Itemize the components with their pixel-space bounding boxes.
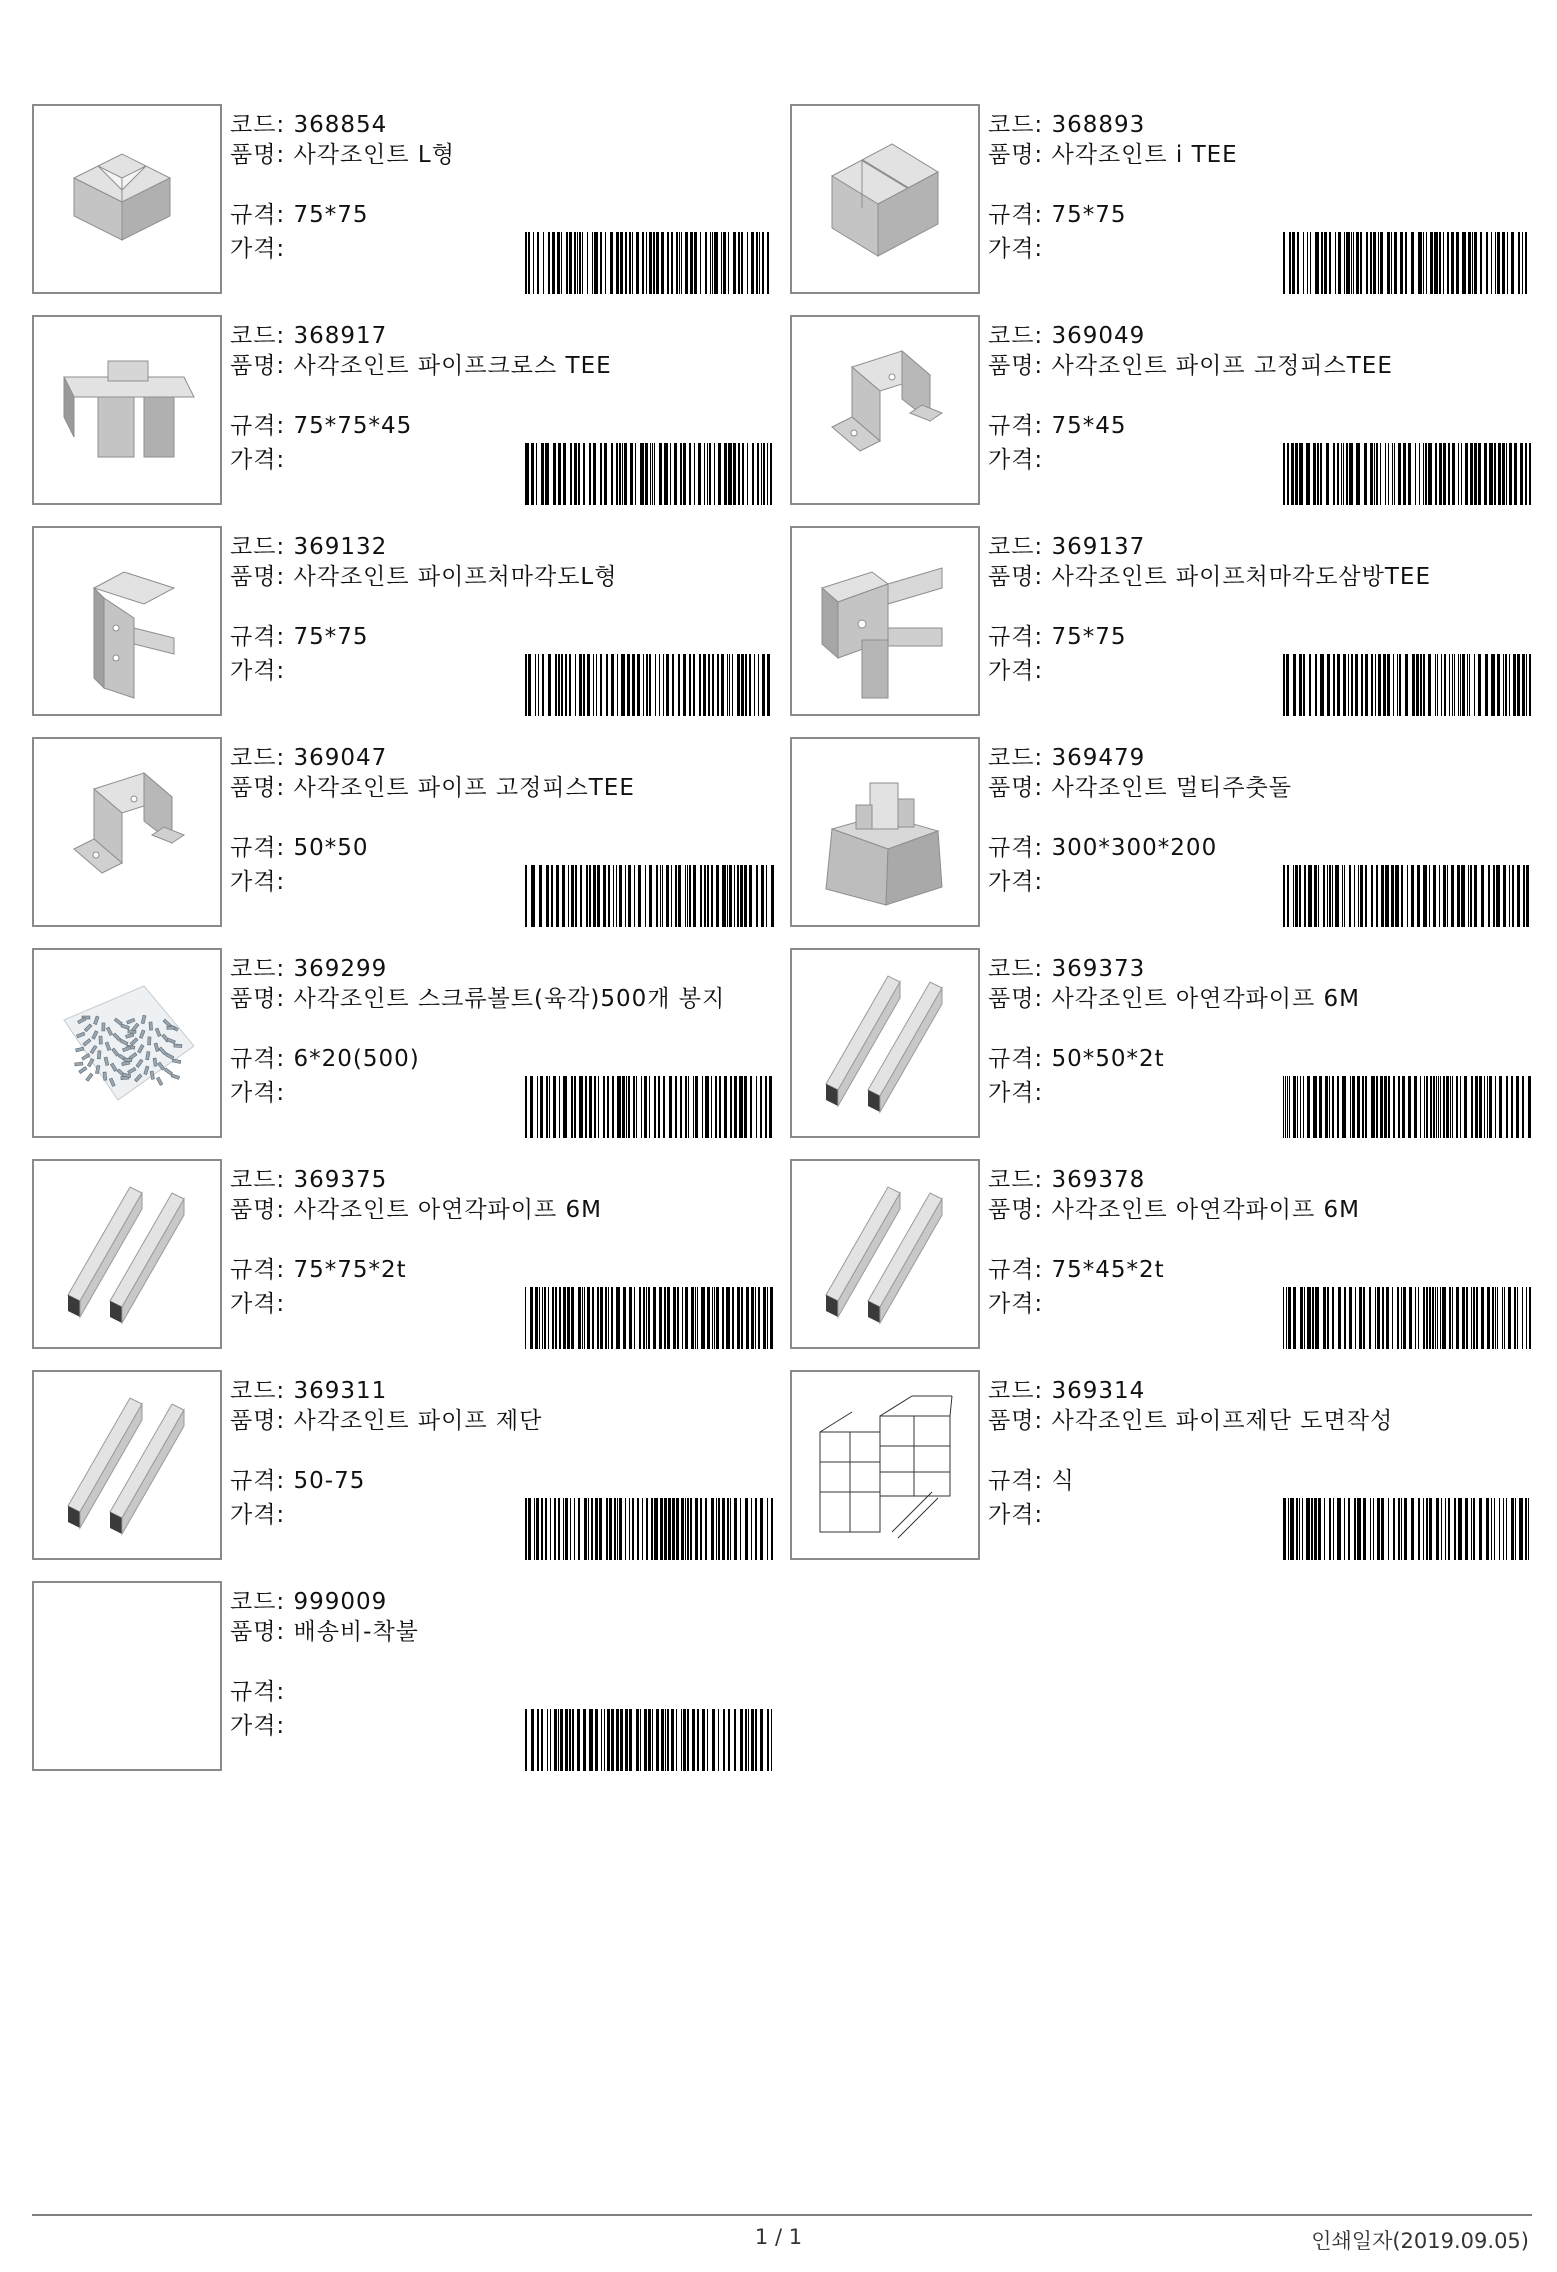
product-card-369314 [790, 1370, 1532, 1560]
barcode [525, 1287, 775, 1349]
barcode-graphic [1283, 654, 1533, 716]
spec-label: 규격: [230, 1046, 286, 1072]
product-card-369049 [790, 315, 1532, 505]
code-label: 코드: [988, 745, 1044, 771]
name-value: 사각조인트 멀티주춧돌 [1051, 775, 1292, 801]
product-card-369311 [32, 1370, 790, 1560]
name-row [230, 984, 755, 1014]
price-label: 가격: [988, 236, 1044, 262]
barcode [1283, 232, 1533, 294]
square-pipe-icon [792, 1161, 978, 1347]
name-row [988, 351, 1513, 381]
code-label: 코드: [988, 956, 1044, 982]
barcode-graphic [1283, 865, 1533, 927]
barcode [525, 654, 775, 716]
spec-row [230, 1466, 365, 1496]
product-image [32, 1159, 222, 1349]
spec-label: 규격: [230, 413, 286, 439]
name-value: 사각조인트 아연각파이프 6M [1051, 1197, 1360, 1223]
name-label: 품명: [988, 775, 1044, 801]
price-row [230, 867, 285, 897]
price-label: 가격: [230, 447, 286, 473]
code-label: 코드: [230, 112, 286, 138]
product-card-369479 [790, 737, 1532, 927]
barcode-graphic [525, 654, 775, 716]
barcode [1283, 1076, 1533, 1138]
code-value: 369299 [293, 956, 388, 982]
spec-value: 75*75 [293, 624, 369, 650]
price-label: 가격: [230, 236, 286, 262]
product-image [32, 526, 222, 716]
barcode-graphic [525, 1076, 775, 1138]
name-value: 사각조인트 L형 [293, 142, 455, 168]
barcode-graphic [1283, 443, 1533, 505]
product-card-368917 [32, 315, 790, 505]
code-label: 코드: [988, 323, 1044, 349]
name-row [988, 1195, 1513, 1225]
code-label: 코드: [230, 745, 286, 771]
code-row [988, 1376, 1145, 1406]
barcode-graphic [525, 443, 775, 505]
barcode [525, 1498, 775, 1560]
name-value: 사각조인트 파이프 제단 [293, 1408, 543, 1434]
spec-label: 규격: [230, 1257, 286, 1283]
barcode [525, 1709, 775, 1771]
spec-label: 규격: [988, 835, 1044, 861]
code-row [988, 743, 1145, 773]
code-value: 369314 [1051, 1378, 1146, 1404]
page-number: 1 / 1 [754, 2225, 803, 2249]
code-label: 코드: [988, 112, 1044, 138]
price-row [230, 1500, 285, 1530]
spec-row [988, 200, 1127, 230]
square-pipe-icon [792, 950, 978, 1136]
name-label: 품명: [230, 1408, 286, 1434]
code-label: 코드: [230, 1378, 286, 1404]
footer-divider [32, 2214, 1532, 2216]
spec-label: 규격: [988, 624, 1044, 650]
name-row [988, 140, 1513, 170]
name-label: 품명: [988, 353, 1044, 379]
price-row [230, 656, 285, 686]
spec-label: 규격: [988, 1468, 1044, 1494]
barcode-graphic [1283, 232, 1533, 294]
spec-value: 75*75 [293, 202, 369, 228]
spec-row [988, 833, 1217, 863]
price-row [988, 656, 1043, 686]
name-value: 사각조인트 파이프 고정피스TEE [1051, 353, 1393, 379]
code-row [230, 110, 387, 140]
spec-value: 75*45 [1051, 413, 1127, 439]
product-image [32, 1370, 222, 1560]
price-label: 가격: [230, 658, 286, 684]
code-value: 369132 [293, 534, 388, 560]
spec-value: 300*300*200 [1051, 835, 1218, 861]
product-card-369299 [32, 948, 790, 1138]
spec-label: 규격: [230, 1679, 286, 1705]
code-row [988, 532, 1145, 562]
barcode-graphic [525, 1498, 775, 1560]
name-row [230, 351, 755, 381]
product-card-369373 [790, 948, 1532, 1138]
spec-label: 규격: [988, 1257, 1044, 1283]
spec-row [988, 1466, 1075, 1496]
code-label: 코드: [230, 1167, 286, 1193]
barcode [1283, 443, 1533, 505]
name-label: 품명: [988, 564, 1044, 590]
name-row [988, 984, 1513, 1014]
barcode-graphic [525, 865, 775, 927]
spec-label: 규격: [988, 1046, 1044, 1072]
fixing-tee-icon [792, 317, 978, 503]
name-value: 배송비-착불 [293, 1619, 419, 1645]
code-row [230, 532, 387, 562]
name-value: 사각조인트 파이프처마각도L형 [293, 564, 618, 590]
spec-row [230, 622, 369, 652]
barcode-graphic [525, 1709, 775, 1771]
price-label: 가격: [988, 1291, 1044, 1317]
name-label: 품명: [230, 142, 286, 168]
code-label: 코드: [230, 956, 286, 982]
spec-value: 식 [1051, 1468, 1075, 1494]
barcode [1283, 654, 1533, 716]
product-image [790, 737, 980, 927]
product-card-999009 [32, 1581, 790, 1771]
code-label: 코드: [988, 1378, 1044, 1404]
spec-label: 규격: [230, 1468, 286, 1494]
price-label: 가격: [988, 447, 1044, 473]
product-card-369047 [32, 737, 790, 927]
price-row [230, 1078, 285, 1108]
barcode [525, 1076, 775, 1138]
price-row [230, 445, 285, 475]
code-row [230, 954, 387, 984]
spec-label: 규격: [230, 202, 286, 228]
name-value: 사각조인트 파이프 고정피스TEE [293, 775, 635, 801]
product-card-369137 [790, 526, 1532, 716]
eave-three-way-tee-icon [792, 528, 978, 714]
barcode [1283, 1287, 1533, 1349]
spec-value: 75*75 [1051, 624, 1127, 650]
name-row [230, 1617, 755, 1647]
foundation-stone-icon [792, 739, 978, 925]
square-pipe-icon [34, 1372, 220, 1558]
product-grid [32, 104, 1532, 1792]
price-row [988, 445, 1043, 475]
product-card-369378 [790, 1159, 1532, 1349]
eave-l-joint-icon [34, 528, 220, 714]
code-row [230, 743, 387, 773]
barcode-graphic [1283, 1076, 1533, 1138]
code-label: 코드: [988, 534, 1044, 560]
name-row [230, 1406, 755, 1436]
code-row [230, 1587, 387, 1617]
barcode [525, 232, 775, 294]
cross-tee-joint-icon [34, 317, 220, 503]
name-value: 사각조인트 파이프크로스 TEE [293, 353, 612, 379]
spec-row [230, 411, 412, 441]
product-image [32, 948, 222, 1138]
name-value: 사각조인트 스크류볼트(육각)500개 봉지 [293, 986, 726, 1012]
spec-value: 75*75*2t [293, 1257, 407, 1283]
price-label: 가격: [230, 869, 286, 895]
structure-drawing-icon [792, 1372, 978, 1558]
product-image [790, 948, 980, 1138]
product-card-368854 [32, 104, 790, 294]
name-label: 품명: [230, 564, 286, 590]
code-row [988, 954, 1145, 984]
product-card-368893 [790, 104, 1532, 294]
code-label: 코드: [988, 1167, 1044, 1193]
spec-value: 6*20(500) [293, 1046, 420, 1072]
spec-row [230, 1677, 285, 1707]
l-joint-icon [34, 106, 220, 292]
spec-value: 50-75 [293, 1468, 366, 1494]
product-card-369132 [32, 526, 790, 716]
barcode-graphic [525, 1287, 775, 1349]
code-label: 코드: [230, 534, 286, 560]
barcode [525, 865, 775, 927]
code-value: 369311 [293, 1378, 388, 1404]
name-label: 품명: [230, 1619, 286, 1645]
code-value: 369047 [293, 745, 388, 771]
product-image [790, 315, 980, 505]
name-value: 사각조인트 아연각파이프 6M [293, 1197, 602, 1223]
name-value: 사각조인트 아연각파이프 6M [1051, 986, 1360, 1012]
price-label: 가격: [988, 658, 1044, 684]
barcode-graphic [1283, 1287, 1533, 1349]
price-row [230, 1289, 285, 1319]
name-label: 품명: [988, 986, 1044, 1012]
product-image [790, 1370, 980, 1560]
code-label: 코드: [230, 1589, 286, 1615]
price-row [988, 1078, 1043, 1108]
barcode [525, 443, 775, 505]
code-label: 코드: [230, 323, 286, 349]
print-date: 인쇄일자(2019.09.05) [1311, 2229, 1529, 2253]
i-tee-joint-icon [792, 106, 978, 292]
price-label: 가격: [230, 1291, 286, 1317]
name-label: 품명: [230, 1197, 286, 1223]
name-label: 품명: [230, 775, 286, 801]
spec-row [230, 1044, 420, 1074]
code-value: 369049 [1051, 323, 1146, 349]
barcode [1283, 865, 1533, 927]
code-row [988, 1165, 1145, 1195]
spec-value: 75*75 [1051, 202, 1127, 228]
price-row [988, 1500, 1043, 1530]
spec-label: 규격: [230, 624, 286, 650]
name-label: 품명: [988, 1197, 1044, 1223]
code-value: 368893 [1051, 112, 1146, 138]
square-pipe-icon [34, 1161, 220, 1347]
code-value: 368917 [293, 323, 388, 349]
spec-value: 75*75*45 [293, 413, 413, 439]
code-row [230, 1165, 387, 1195]
code-value: 369378 [1051, 1167, 1146, 1193]
spec-row [988, 411, 1127, 441]
code-value: 369137 [1051, 534, 1146, 560]
product-image [32, 1581, 222, 1771]
code-row [230, 321, 387, 351]
name-row [988, 562, 1513, 592]
spec-row [230, 833, 369, 863]
spec-row [230, 200, 369, 230]
price-row [988, 867, 1043, 897]
price-label: 가격: [988, 869, 1044, 895]
price-row [988, 1289, 1043, 1319]
code-value: 999009 [293, 1589, 388, 1615]
product-card-369375 [32, 1159, 790, 1349]
name-label: 품명: [230, 986, 286, 1012]
spec-value: 50*50 [293, 835, 369, 861]
spec-label: 규격: [230, 835, 286, 861]
price-label: 가격: [230, 1502, 286, 1528]
name-row [230, 773, 755, 803]
spec-row [988, 1255, 1165, 1285]
name-label: 품명: [230, 353, 286, 379]
code-value: 369373 [1051, 956, 1146, 982]
name-row [230, 140, 755, 170]
code-value: 369375 [293, 1167, 388, 1193]
spec-row [230, 1255, 407, 1285]
spec-label: 규격: [988, 413, 1044, 439]
price-label: 가격: [230, 1713, 286, 1739]
barcode [1283, 1498, 1533, 1560]
spec-label: 규격: [988, 202, 1044, 228]
price-label: 가격: [988, 1080, 1044, 1106]
product-image [32, 315, 222, 505]
code-value: 368854 [293, 112, 388, 138]
name-label: 품명: [988, 1408, 1044, 1434]
price-row [230, 1711, 285, 1741]
name-row [988, 1406, 1513, 1436]
name-row [988, 773, 1513, 803]
code-row [988, 321, 1145, 351]
spec-value: 50*50*2t [1051, 1046, 1165, 1072]
barcode-graphic [1283, 1498, 1533, 1560]
name-value: 사각조인트 파이프제단 도면작성 [1051, 1408, 1394, 1434]
fixing-tee-icon [34, 739, 220, 925]
name-row [230, 562, 755, 592]
product-image [32, 104, 222, 294]
price-label: 가격: [230, 1080, 286, 1106]
barcode-graphic [525, 232, 775, 294]
name-label: 품명: [988, 142, 1044, 168]
code-row [988, 110, 1145, 140]
spec-value: 75*45*2t [1051, 1257, 1165, 1283]
price-row [988, 234, 1043, 264]
name-row [230, 1195, 755, 1225]
product-image [790, 1159, 980, 1349]
spec-row [988, 1044, 1165, 1074]
code-row [230, 1376, 387, 1406]
product-image [32, 737, 222, 927]
product-image [790, 526, 980, 716]
name-value: 사각조인트 i TEE [1051, 142, 1238, 168]
spec-row [988, 622, 1127, 652]
name-value: 사각조인트 파이프처마각도삼방TEE [1051, 564, 1431, 590]
code-value: 369479 [1051, 745, 1146, 771]
screw-bag-icon [34, 950, 220, 1136]
price-label: 가격: [988, 1502, 1044, 1528]
product-image [790, 104, 980, 294]
price-row [230, 234, 285, 264]
